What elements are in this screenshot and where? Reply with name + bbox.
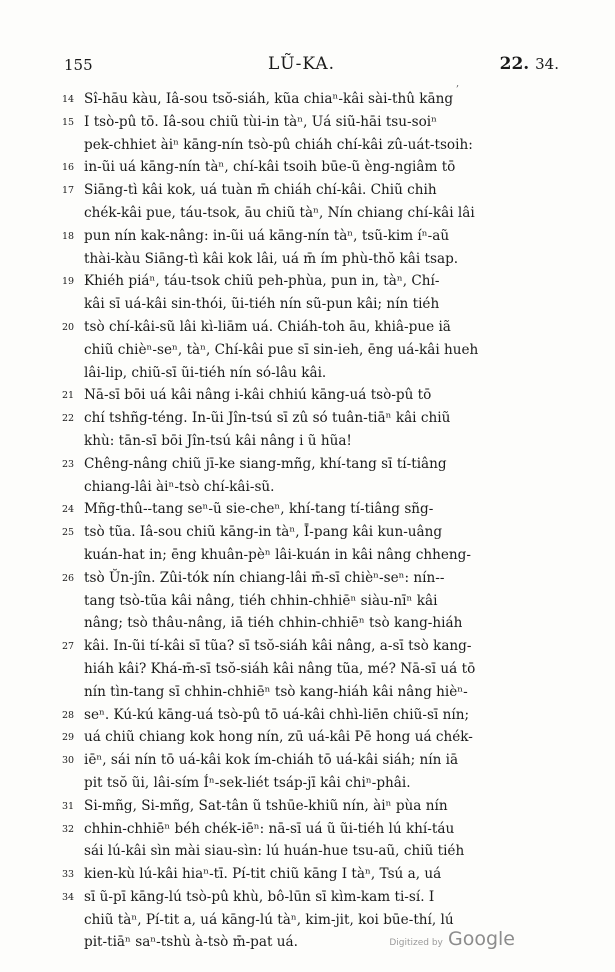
text-line	[62, 88, 562, 111]
text-body	[62, 88, 562, 954]
verse-number: 28	[62, 709, 75, 721]
line-text: chék-kâi pue, táu-tsok, āu chiũ tàⁿ, Nín chiang chí-kâi lâi	[84, 204, 475, 221]
line-text: kuán-hat in; ēng khuân-pèⁿ lâi-kuán in kâi nâng chheng-	[84, 546, 471, 563]
text-line	[62, 384, 562, 407]
text-line	[62, 681, 562, 704]
text-line	[62, 270, 562, 293]
line-text: Siāng-tì kâi kok, uá tuàn m̄ chiáh chí-kâi. Chiũ chih	[84, 182, 437, 199]
line-text: kien-kù lú-kâi hiaⁿ-tī. Pí-tit chiũ kāng I tàⁿ, Tsú a, uá	[84, 866, 442, 883]
running-title: LŨ-KA.	[268, 54, 336, 74]
digitized-footer	[389, 928, 515, 950]
line-text: kâi. In-ũi tí-kâi sī tũa? sī tsŏ-siáh kâi nâng, a-sī tsò kang-	[84, 638, 472, 655]
text-line	[62, 749, 562, 772]
line-text: lâi-lip, chiũ-sī ũi-tiéh nín só-lâu kâi.	[84, 364, 327, 381]
google-logo: Google	[447, 928, 515, 950]
verse-number: 33	[62, 869, 75, 881]
page-number: 155	[64, 56, 93, 74]
line-text: Chêng-nâng chiũ jī-ke siang-mñg, khí-tang sī tí-tiâng	[84, 455, 447, 472]
text-line	[62, 590, 562, 613]
line-text: sī ũ-pī kāng-lú tsò-pû khù, bô-lūn sī kìm-kam ti-sí. I	[84, 888, 435, 905]
line-text: seⁿ. Kú-kú kāng-uá tsò-pû tō uá-kâi chhì-liēn chiũ-sī nín;	[84, 706, 470, 723]
verse-number: 24	[62, 504, 75, 516]
text-line	[62, 202, 562, 225]
verse-number: 31	[62, 800, 75, 812]
verse-number: 30	[62, 755, 75, 767]
text-line	[62, 293, 562, 316]
text-line	[62, 635, 562, 658]
chapter-verse	[500, 54, 559, 74]
text-line	[62, 453, 562, 476]
verse-number: 16	[62, 162, 75, 174]
text-line	[62, 156, 562, 179]
text-line	[62, 795, 562, 818]
line-text: Mñg-thû--tang seⁿ-ũ sie-cheⁿ, khí-tang tí-tiâng sñg-	[84, 501, 434, 518]
verse-number: 26	[62, 572, 75, 584]
line-text: thài-kàu Siāng-tì kâi kok lâi, uá m̄ ím phù-thŏ kâi tsap.	[84, 250, 459, 267]
text-line	[62, 726, 562, 749]
text-line	[62, 658, 562, 681]
text-line	[62, 886, 562, 909]
line-text: nín tìn-tang sī chhin-chhiēⁿ tsò kang-hiáh kâi nâng hièⁿ-	[84, 683, 468, 700]
line-text: hiáh kâi? Khá-m̄-sī tsŏ-siáh kâi nâng tũa, mé? Nā-sī uá tō	[84, 660, 476, 677]
line-text: in-ũi uá kāng-nín tàⁿ, chí-kâi tsoih būe-ũ èng-ngiâm tō	[84, 159, 456, 176]
text-line	[62, 567, 562, 590]
text-line	[62, 111, 562, 134]
verse-number: 34.	[535, 55, 559, 73]
verse-number: 32	[62, 823, 75, 835]
line-text: iēⁿ, sái nín tō uá-kâi kok ím-chiáh tō uá-kâi siáh; nín iā	[84, 752, 459, 769]
text-line	[62, 818, 562, 841]
line-text: chí tshñg-téng. In-ũi Jîn-tsú sī zû só tuân-tiāⁿ kâi chiũ	[84, 410, 451, 427]
chapter-number: 22.	[499, 54, 530, 74]
text-line	[62, 430, 562, 453]
verse-number: 23	[62, 458, 75, 470]
text-line	[62, 772, 562, 795]
line-text: kâi sī uá-kâi sin-thói, ũi-tiéh nín sũ-pun kâi; nín tiéh	[84, 296, 440, 313]
line-text: tsò tũa. Iâ-sou chiũ kāng-in tàⁿ, Ī-pang kâi kun-uâng	[84, 524, 443, 541]
line-text: pun nín kak-nâng: in-ũi uá kāng-nín tàⁿ, tsũ-kim íⁿ-aũ	[84, 227, 450, 244]
text-line	[62, 225, 562, 248]
line-text: nâng; tsò thâu-nâng, iā tiéh chhin-chhiēⁿ tsò kang-hiáh	[84, 615, 463, 632]
print-mark: ,	[456, 78, 460, 89]
verse-number: 15	[62, 116, 75, 128]
verse-number: 21	[62, 390, 75, 402]
line-text: chhin-chhiēⁿ béh chék-iēⁿ: nā-sī uá ũ ũi-tiéh lú khí-táu	[84, 820, 455, 837]
line-text: tang tsò-tũa kâi nâng, tiéh chhin-chhiēⁿ siàu-nīⁿ kâi	[84, 592, 438, 609]
verse-number: 18	[62, 230, 75, 242]
text-line	[62, 704, 562, 727]
line-text: chiũ tàⁿ, Pí-tit a, uá kāng-lú tàⁿ, kim-jit, koi būe-thí, lú	[84, 911, 454, 928]
text-line	[62, 498, 562, 521]
verse-number: 25	[62, 527, 75, 539]
line-text: chiang-lâi àiⁿ-tsò chí-kâi-sũ.	[84, 478, 275, 495]
verse-number: 34	[62, 891, 75, 903]
line-text: khù: tān-sī bōi Jîn-tsú kâi nâng i ũ hũa!	[84, 432, 352, 449]
text-line	[62, 476, 562, 499]
text-line	[62, 179, 562, 202]
line-text: pit-tiāⁿ saⁿ-tshù à-tsò m̄-pat uá.	[84, 934, 298, 951]
text-line	[62, 863, 562, 886]
line-text: Khiéh piáⁿ, táu-tsok chiũ peh-phùa, pun in, tàⁿ, Chí-	[84, 273, 440, 290]
verse-number: 22	[62, 413, 75, 425]
text-line	[62, 521, 562, 544]
text-line	[62, 134, 562, 157]
line-text: sái lú-kâi sìn mài siau-sìn: lú huán-hue tsu-aũ, chiũ tiéh	[84, 843, 465, 860]
text-line	[62, 612, 562, 635]
line-text: uá chiũ chiang kok hong nín, zū uá-kâi Pē hong uá chék-	[84, 729, 473, 746]
line-text: chiũ chièⁿ-seⁿ, tàⁿ, Chí-kâi pue sī sin-ieh, ēng uá-kâi hueh	[84, 341, 479, 358]
text-line	[62, 840, 562, 863]
line-text: pit tsŏ ũi, lâi-sím Íⁿ-sek-liét tsáp-jī kâi chiⁿ-phâi.	[84, 774, 411, 791]
text-line	[62, 544, 562, 567]
text-line	[62, 339, 562, 362]
verse-number: 19	[62, 276, 75, 288]
line-text: I tsò-pû tō. Iâ-sou chiũ tùi-in tàⁿ, Uá siũ-hāi tsu-soiⁿ	[84, 113, 437, 130]
line-text: pek-chhiet àiⁿ kāng-nín tsò-pû chiáh chí-kâi zû-uát-tsoih:	[84, 136, 473, 153]
digitized-label: Digitized by	[389, 938, 443, 948]
line-text: Si-mñg, Si-mñg, Sat-tân ũ tshūe-khiũ nín, àiⁿ pùa nín	[84, 797, 448, 814]
line-text: tsò chí-kâi-sũ lâi kì-liām uá. Chiáh-toh āu, khiâ-pue iã	[84, 318, 451, 335]
verse-number: 14	[62, 94, 75, 105]
verse-number: 20	[62, 321, 75, 333]
verse-number: 17	[62, 185, 75, 197]
text-line	[62, 248, 562, 271]
line-text: tsò Ŭn-jîn. Zûi-tók nín chiang-lâi m̄-sī chièⁿ-seⁿ: nín--	[84, 569, 445, 586]
text-line	[62, 362, 562, 385]
verse-number: 29	[62, 732, 75, 744]
text-line	[62, 316, 562, 339]
verse-number: 27	[62, 641, 75, 653]
line-text: Sî-hāu kàu, Iâ-sou tsŏ-siáh, kũa chiaⁿ-kâi sài-thû kāng	[84, 91, 454, 107]
line-text: Nā-sī bōi uá kâi nâng i-kâi chhiú kāng-uá tsò-pû tō	[84, 387, 432, 404]
text-line	[62, 407, 562, 430]
